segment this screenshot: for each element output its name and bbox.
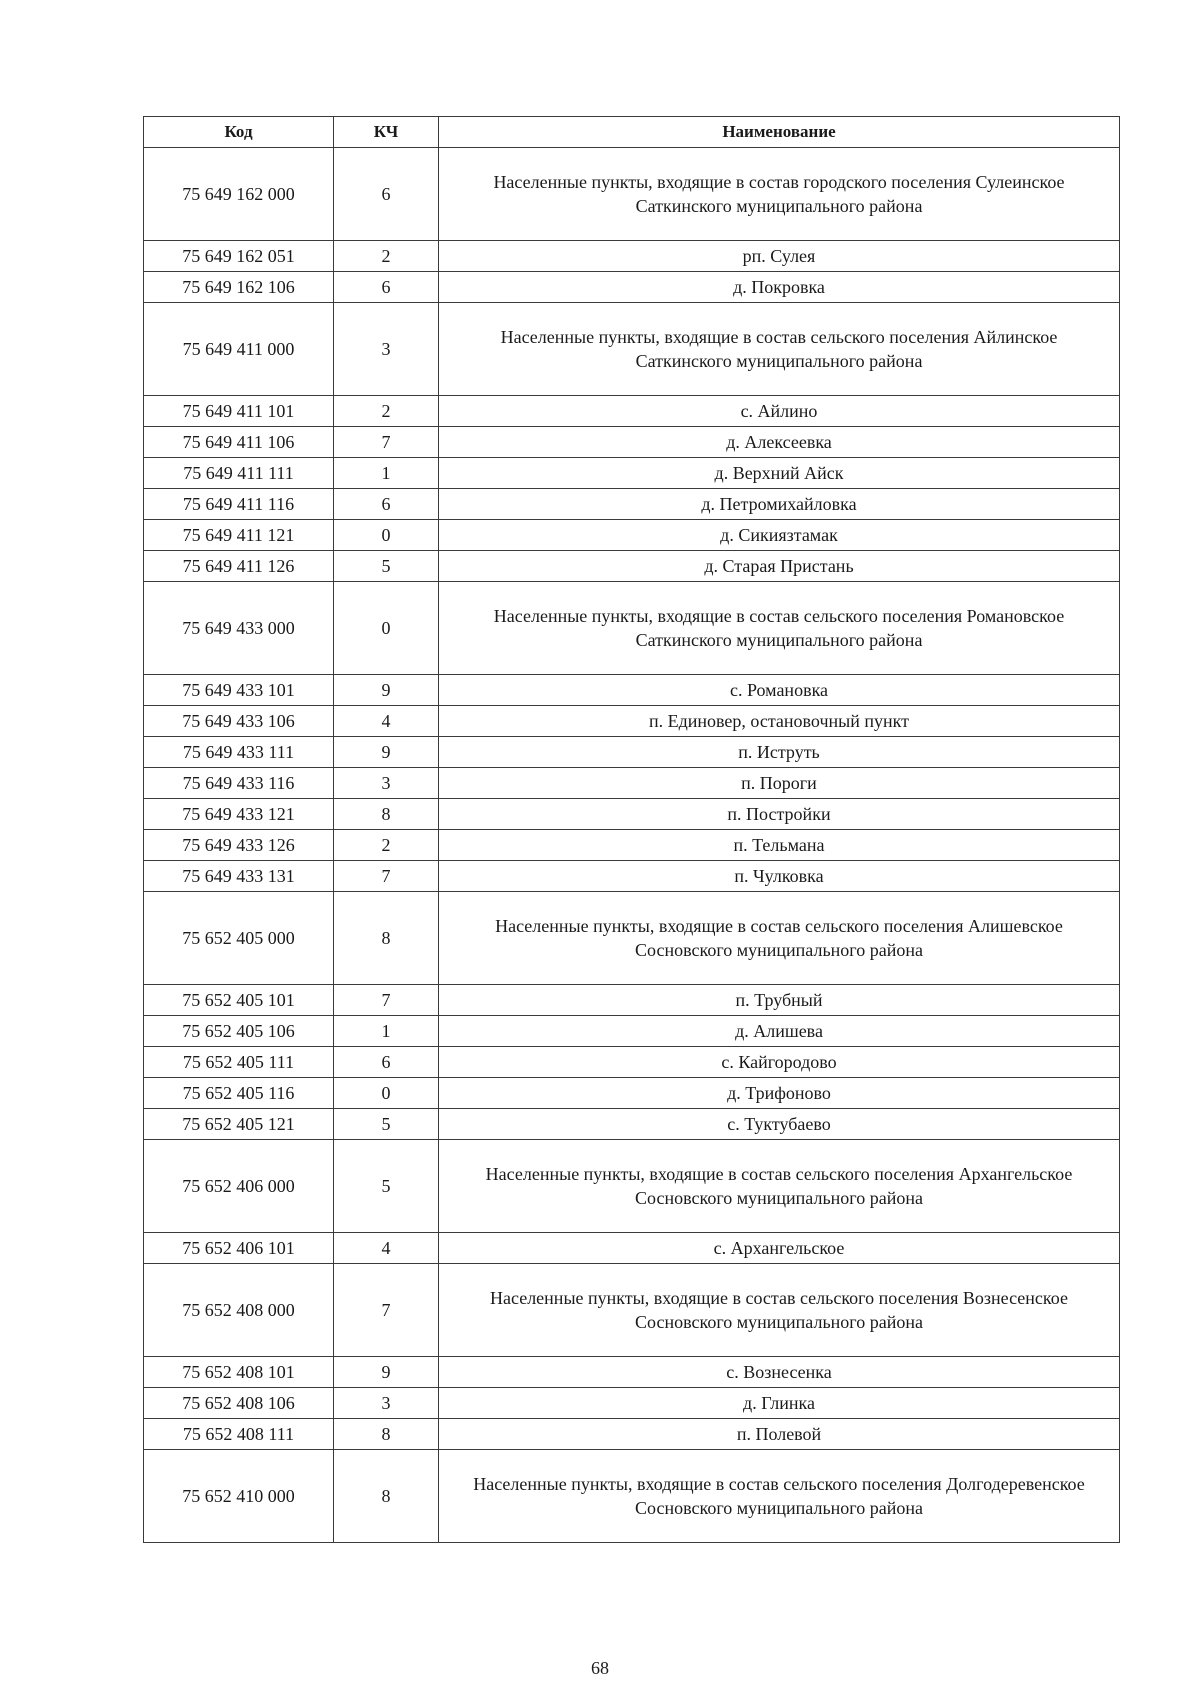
kch-cell: 0 xyxy=(334,1078,439,1109)
code-cell: 75 649 433 131 xyxy=(144,861,334,892)
table-header xyxy=(144,117,1120,148)
kch-cell: 2 xyxy=(334,241,439,272)
name-cell: с. Кайгородово xyxy=(439,1047,1120,1078)
kch-cell: 9 xyxy=(334,675,439,706)
kch-cell: 7 xyxy=(334,1264,439,1357)
settlement-row xyxy=(144,1078,1120,1109)
settlement-row xyxy=(144,396,1120,427)
kch-cell: 2 xyxy=(334,396,439,427)
settlement-row xyxy=(144,830,1120,861)
code-cell: 75 649 433 106 xyxy=(144,706,334,737)
name-cell: д. Покровка xyxy=(439,272,1120,303)
name-cell: с. Архангельское xyxy=(439,1233,1120,1264)
kch-cell: 7 xyxy=(334,861,439,892)
name-cell: Населенные пункты, входящие в состав сельского поселения Долгодеревенское Сосновского муниципального района xyxy=(439,1450,1120,1543)
settlement-row xyxy=(144,272,1120,303)
settlement-row xyxy=(144,799,1120,830)
kch-cell: 7 xyxy=(334,985,439,1016)
code-cell: 75 652 406 000 xyxy=(144,1140,334,1233)
settlement-row xyxy=(144,675,1120,706)
kch-cell: 6 xyxy=(334,148,439,241)
name-cell: д. Верхний Айск xyxy=(439,458,1120,489)
code-cell: 75 652 405 111 xyxy=(144,1047,334,1078)
settlement-group-row xyxy=(144,148,1120,241)
code-cell: 75 649 162 000 xyxy=(144,148,334,241)
code-cell: 75 649 433 000 xyxy=(144,582,334,675)
name-cell: п. Тельмана xyxy=(439,830,1120,861)
settlement-row xyxy=(144,1388,1120,1419)
code-cell: 75 649 411 111 xyxy=(144,458,334,489)
settlement-row xyxy=(144,737,1120,768)
kch-cell: 8 xyxy=(334,892,439,985)
name-cell: Населенные пункты, входящие в состав сельского поселения Архангельское Сосновского муниципального района xyxy=(439,1140,1120,1233)
settlement-group-row xyxy=(144,1264,1120,1357)
settlement-group-row xyxy=(144,582,1120,675)
kch-cell: 3 xyxy=(334,1388,439,1419)
name-cell: п. Постройки xyxy=(439,799,1120,830)
settlement-row xyxy=(144,768,1120,799)
name-cell: Населенные пункты, входящие в состав городского поселения Сулеинское Саткинского муниципального района xyxy=(439,148,1120,241)
settlement-row xyxy=(144,520,1120,551)
code-cell: 75 649 433 126 xyxy=(144,830,334,861)
column-header-code: Код xyxy=(144,117,334,148)
name-cell: Населенные пункты, входящие в состав сельского поселения Вознесенское Сосновского муниципального района xyxy=(439,1264,1120,1357)
code-cell: 75 652 405 000 xyxy=(144,892,334,985)
name-cell: д. Алишева xyxy=(439,1016,1120,1047)
name-cell: п. Иструть xyxy=(439,737,1120,768)
column-header-name: Наименование xyxy=(439,117,1120,148)
settlement-group-row xyxy=(144,1140,1120,1233)
kch-cell: 4 xyxy=(334,706,439,737)
kch-cell: 5 xyxy=(334,551,439,582)
code-cell: 75 649 433 116 xyxy=(144,768,334,799)
kch-cell: 5 xyxy=(334,1140,439,1233)
kch-cell: 1 xyxy=(334,458,439,489)
settlement-row xyxy=(144,551,1120,582)
code-cell: 75 649 411 000 xyxy=(144,303,334,396)
kch-cell: 6 xyxy=(334,272,439,303)
settlement-row xyxy=(144,1233,1120,1264)
name-cell: рп. Сулея xyxy=(439,241,1120,272)
table-body xyxy=(144,148,1120,1543)
name-cell: п. Полевой xyxy=(439,1419,1120,1450)
settlement-row xyxy=(144,458,1120,489)
settlement-row xyxy=(144,1357,1120,1388)
code-cell: 75 649 433 101 xyxy=(144,675,334,706)
kch-cell: 9 xyxy=(334,1357,439,1388)
code-cell: 75 652 405 106 xyxy=(144,1016,334,1047)
code-cell: 75 649 411 121 xyxy=(144,520,334,551)
page-number: 68 xyxy=(591,1658,609,1678)
code-cell: 75 649 411 126 xyxy=(144,551,334,582)
settlement-group-row xyxy=(144,303,1120,396)
settlement-row xyxy=(144,1109,1120,1140)
settlement-row xyxy=(144,489,1120,520)
kch-cell: 2 xyxy=(334,830,439,861)
kch-cell: 8 xyxy=(334,1419,439,1450)
kch-cell: 0 xyxy=(334,582,439,675)
kch-cell: 3 xyxy=(334,768,439,799)
kch-cell: 9 xyxy=(334,737,439,768)
settlement-row xyxy=(144,241,1120,272)
name-cell: с. Романовка xyxy=(439,675,1120,706)
code-cell: 75 652 410 000 xyxy=(144,1450,334,1543)
code-cell: 75 652 405 116 xyxy=(144,1078,334,1109)
kch-cell: 3 xyxy=(334,303,439,396)
code-cell: 75 652 405 121 xyxy=(144,1109,334,1140)
kch-cell: 8 xyxy=(334,799,439,830)
code-cell: 75 649 162 051 xyxy=(144,241,334,272)
code-cell: 75 652 406 101 xyxy=(144,1233,334,1264)
kch-cell: 6 xyxy=(334,489,439,520)
code-cell: 75 652 408 000 xyxy=(144,1264,334,1357)
code-cell: 75 652 405 101 xyxy=(144,985,334,1016)
name-cell: д. Сикиязтамак xyxy=(439,520,1120,551)
name-cell: д. Глинка xyxy=(439,1388,1120,1419)
column-header-kch: КЧ xyxy=(334,117,439,148)
name-cell: с. Вознесенка xyxy=(439,1357,1120,1388)
kch-cell: 1 xyxy=(334,1016,439,1047)
code-cell: 75 649 162 106 xyxy=(144,272,334,303)
name-cell: д. Петромихайловка xyxy=(439,489,1120,520)
code-cell: 75 649 411 101 xyxy=(144,396,334,427)
settlement-row xyxy=(144,1047,1120,1078)
settlement-row xyxy=(144,706,1120,737)
kch-cell: 8 xyxy=(334,1450,439,1543)
settlement-group-row xyxy=(144,1450,1120,1543)
name-cell: д. Алексеевка xyxy=(439,427,1120,458)
okato-table xyxy=(143,116,1120,1543)
name-cell: Населенные пункты, входящие в состав сельского поселения Романовское Саткинского муниципального района xyxy=(439,582,1120,675)
settlement-group-row xyxy=(144,892,1120,985)
code-cell: 75 649 433 121 xyxy=(144,799,334,830)
code-cell: 75 652 408 101 xyxy=(144,1357,334,1388)
settlement-row xyxy=(144,427,1120,458)
name-cell: Населенные пункты, входящие в состав сельского поселения Алишевское Сосновского муниципального района xyxy=(439,892,1120,985)
settlement-row xyxy=(144,861,1120,892)
name-cell: д. Старая Пристань xyxy=(439,551,1120,582)
code-cell: 75 649 411 106 xyxy=(144,427,334,458)
name-cell: п. Чулковка xyxy=(439,861,1120,892)
name-cell: д. Трифоново xyxy=(439,1078,1120,1109)
settlement-row xyxy=(144,985,1120,1016)
kch-cell: 0 xyxy=(334,520,439,551)
code-cell: 75 649 433 111 xyxy=(144,737,334,768)
header-row xyxy=(144,117,1120,148)
kch-cell: 6 xyxy=(334,1047,439,1078)
kch-cell: 4 xyxy=(334,1233,439,1264)
settlement-row xyxy=(144,1016,1120,1047)
code-cell: 75 652 408 111 xyxy=(144,1419,334,1450)
kch-cell: 7 xyxy=(334,427,439,458)
code-cell: 75 652 408 106 xyxy=(144,1388,334,1419)
name-cell: п. Трубный xyxy=(439,985,1120,1016)
code-cell: 75 649 411 116 xyxy=(144,489,334,520)
name-cell: п. Пороги xyxy=(439,768,1120,799)
name-cell: с. Туктубаево xyxy=(439,1109,1120,1140)
kch-cell: 5 xyxy=(334,1109,439,1140)
name-cell: Населенные пункты, входящие в состав сельского поселения Айлинское Саткинского муниципального района xyxy=(439,303,1120,396)
name-cell: п. Единовер, остановочный пункт xyxy=(439,706,1120,737)
settlement-row xyxy=(144,1419,1120,1450)
name-cell: с. Айлино xyxy=(439,396,1120,427)
